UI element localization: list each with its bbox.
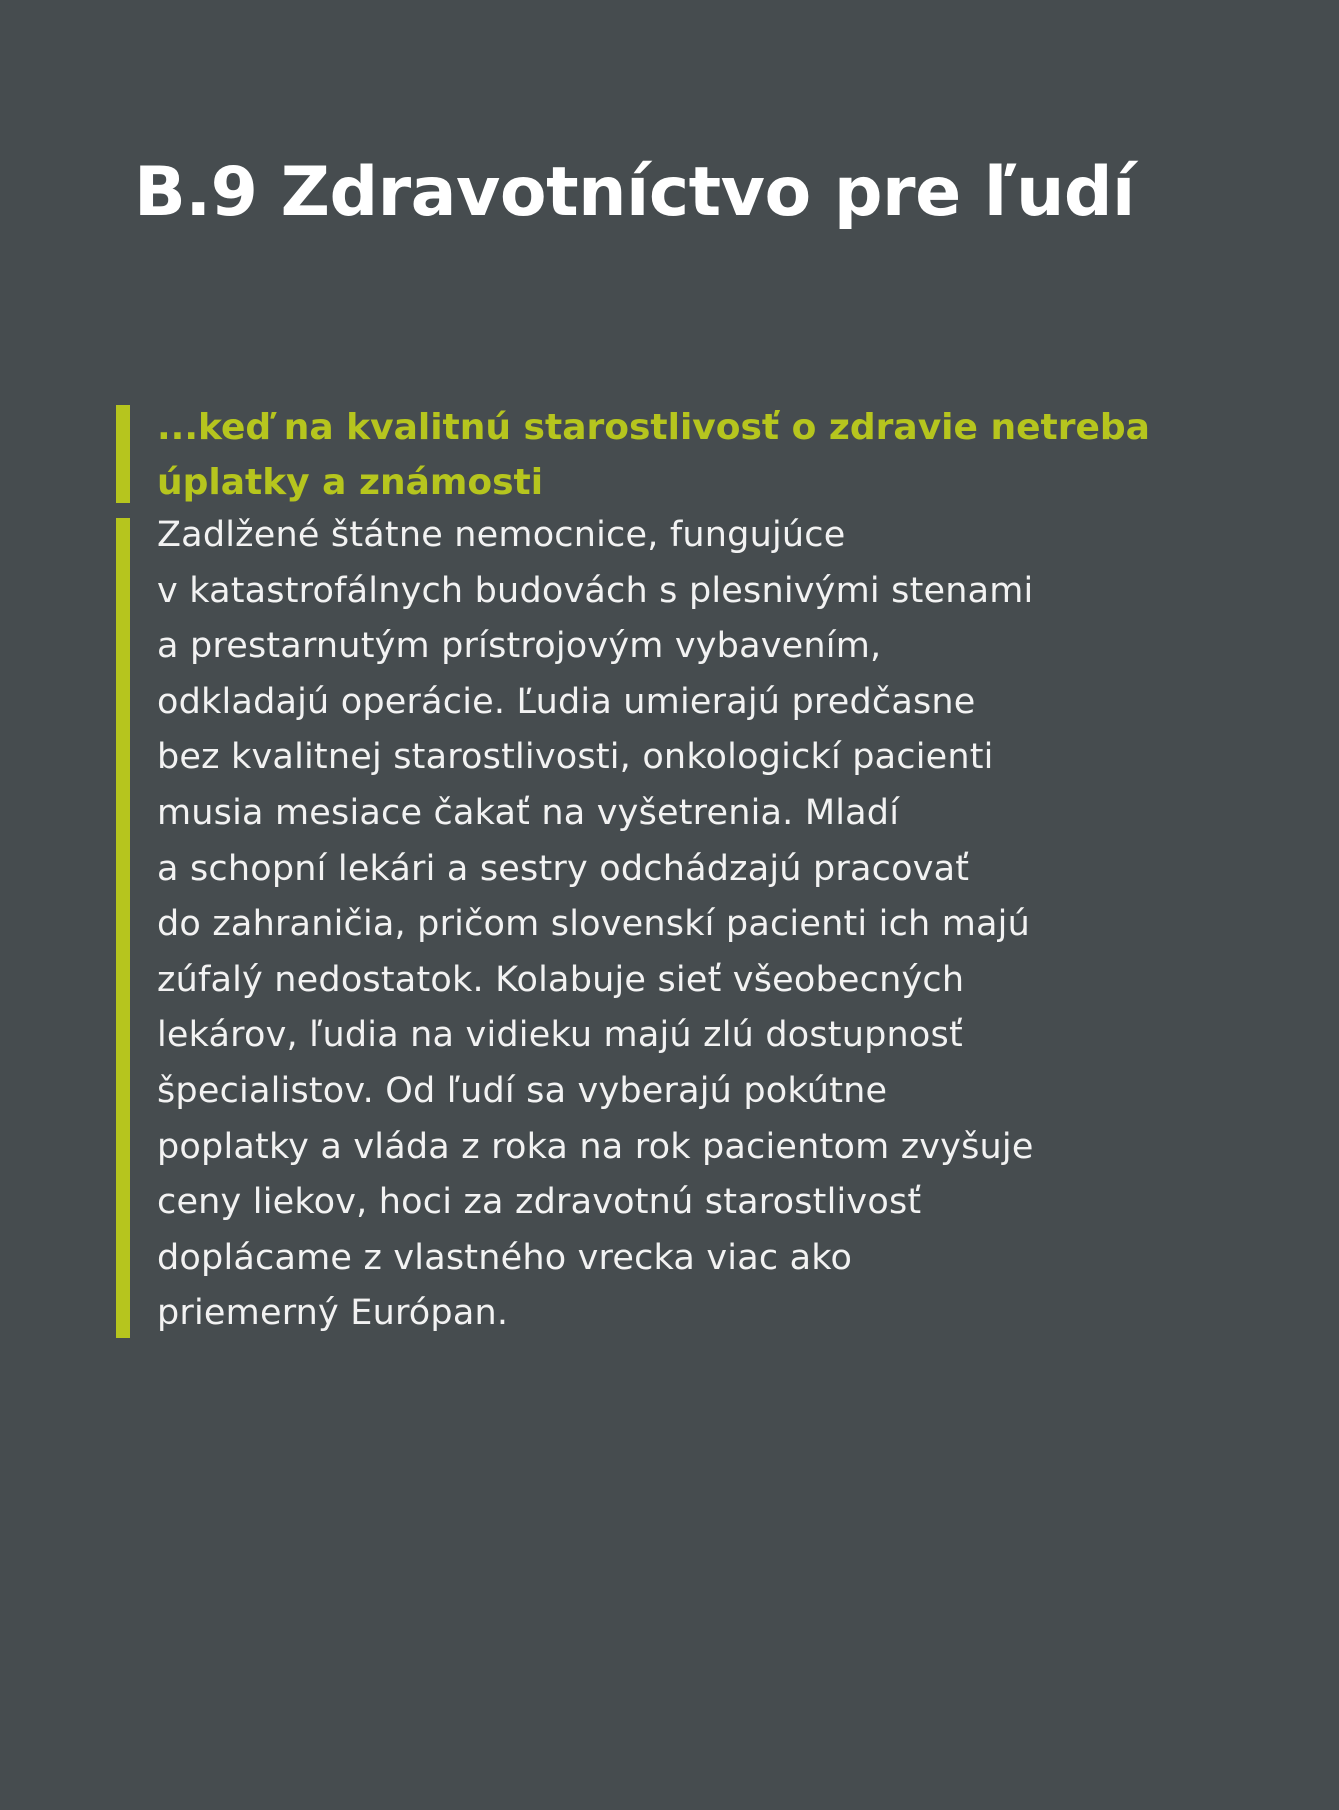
subtitle-accent-bar: [116, 405, 130, 503]
body-line: do zahraničia, pričom slovenskí pacienti ich majú: [157, 904, 1030, 945]
body-line: a prestarnutým prístrojovým vybavením,: [157, 626, 882, 667]
body-line: a schopní lekári a sestry odchádzajú pracovať: [157, 848, 970, 889]
body-line: poplatky a vláda z roka na rok pacientom zvyšuje: [157, 1126, 1034, 1167]
body-line: v katastrofálnych budovách s plesnivými stenami: [157, 570, 1034, 611]
body-line: priemerný Európan.: [157, 1293, 509, 1334]
body-accent-bar: [116, 518, 130, 1338]
body-line: ceny liekov, hoci za zdravotnú starostlivosť: [157, 1182, 922, 1223]
body-line: Zadlžené štátne nemocnice, fungujúce: [157, 515, 846, 555]
page-title: B.9 Zdravotníctvo pre ľudí: [134, 153, 1135, 232]
body-line: zúfalý nedostatok. Kolabuje sieť všeobecných: [157, 959, 965, 1000]
body-line: špecialistov. Od ľudí sa vyberajú pokútne: [157, 1070, 888, 1111]
body-line: doplácame z vlastného vrecka viac ako: [157, 1237, 853, 1278]
body-line: bez kvalitnej starostlivosti, onkologickí pacienti: [157, 737, 994, 778]
body-line: odkladajú operácie. Ľudia umierajú predčasne: [157, 681, 976, 722]
subtitle-line: úplatky a známosti: [157, 462, 544, 503]
body-line: musia mesiace čakať na vyšetrenia. Mladí: [157, 792, 900, 833]
body-line: lekárov, ľudia na vidieku majú zlú dostupnosť: [157, 1015, 963, 1056]
subtitle-line: ...keď na kvalitnú starostlivosť o zdravie netreba: [157, 407, 1150, 448]
section-subtitle: [157, 400, 1217, 510]
body-paragraph: [157, 508, 1257, 1342]
